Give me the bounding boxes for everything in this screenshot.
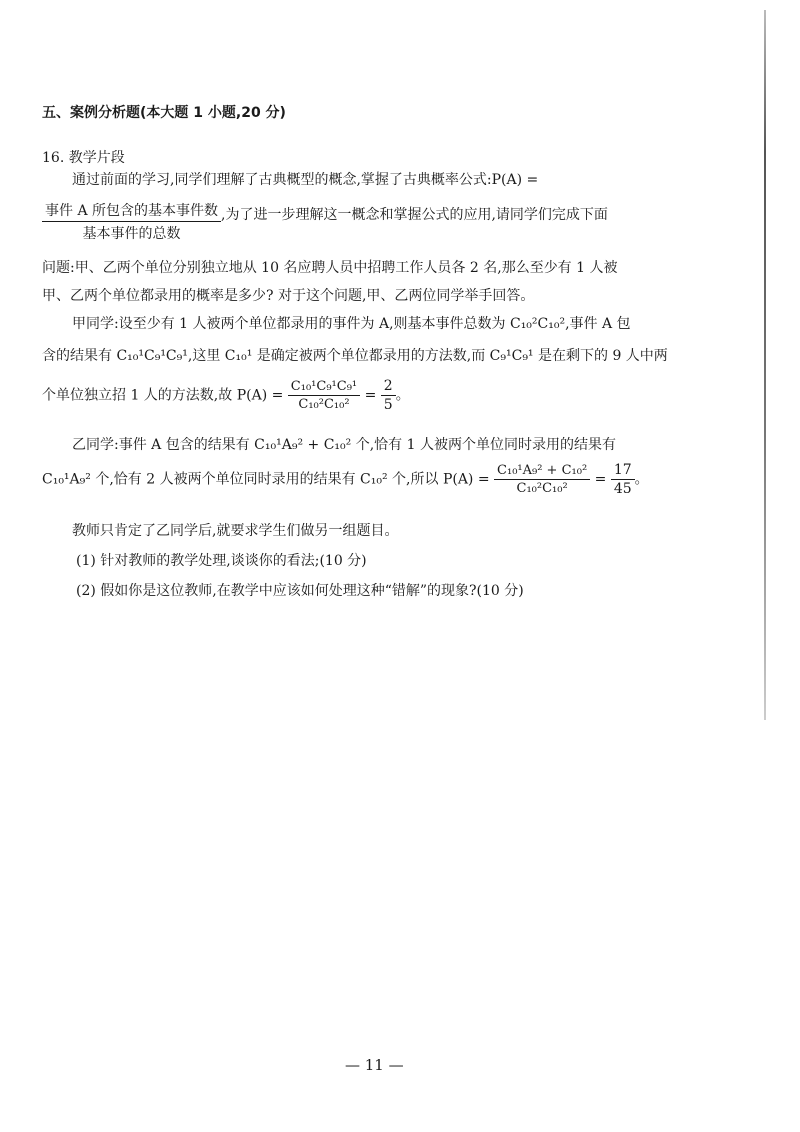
scan-edge-line (764, 10, 766, 720)
problem-line-2: 甲、乙两个单位都录用的概率是多少? 对于这个问题,甲、乙两位同学举手回答。 (42, 288, 535, 304)
section-heading: 五、案例分析题(本大题 1 小题,20 分) (42, 105, 286, 121)
formula-suffix: ,为了进一步理解这一概念和掌握公式的应用,请同学们完成下面 (221, 206, 608, 223)
yi-probability-fraction (494, 463, 590, 496)
jia-probability-fraction (288, 379, 360, 412)
jia-result-fraction (381, 378, 396, 413)
formula-line (42, 200, 608, 243)
yi-result-numerator: 17 (611, 462, 635, 480)
yi-line-2: C₁₀¹A₉² 个,恰有 2 人被两个单位同时录用的结果有 C₁₀² 个,所以 P(A) = $\frac{\text{C₁₀¹A₉² + C₁₀²}}{\text{C₁₀²C₁₀²}}$ = $\frac{17}{45}$ 。 (42, 462, 649, 497)
problem-line-1: 问题:甲、乙两个单位分别独立地从 10 名应聘人员中招聘工作人员各 2 名,那么至少有 1 人被 (42, 260, 618, 276)
jia-result-denominator: 5 (383, 397, 393, 413)
question-1: (1) 针对教师的教学处理,谈谈你的看法;(10 分) (76, 553, 367, 569)
jia-line-1: 甲同学:设至少有 1 人被两个单位都录用的事件为 A,则基本事件总数为 C₁₀²C₁₀²,事件 A 包 (72, 316, 631, 332)
intro-line: 通过前面的学习,同学们理解了古典概型的概念,掌握了古典概率公式:P(A) = (72, 172, 539, 188)
yi-line-1: 乙同学:事件 A 包含的结果有 C₁₀¹A₉² + C₁₀² 个,恰有 1 人被两个单位同时录用的结果有 (72, 437, 616, 453)
jia-fraction-numerator: C₁₀¹C₉¹C₉¹ (288, 379, 360, 396)
yi-fraction-denominator: C₁₀²C₁₀² (516, 481, 568, 496)
yi-line-2-prefix: C₁₀¹A₉² 个,恰有 2 人被两个单位同时录用的结果有 C₁₀² 个,所以 P(A) = (42, 471, 490, 488)
yi-fraction-numerator: C₁₀¹A₉² + C₁₀² (494, 463, 590, 480)
jia-line-3-prefix: 个单位独立招 1 人的方法数,故 P(A) = (42, 387, 284, 404)
jia-line-3: 个单位独立招 1 人的方法数,故 P(A) = $\frac{\text{C₁₀¹C₉¹C₉¹}}{\text{C₁₀²C₁₀²}}$ = $\frac{2}{5}$ 。 (42, 378, 410, 413)
page-number: — 11 — (345, 1056, 404, 1074)
jia-line-2: 含的结果有 C₁₀¹C₉¹C₉¹,这里 C₁₀¹ 是确定被两个单位都录用的方法数,而 C₉¹C₉¹ 是在剩下的 9 人中两 (42, 348, 668, 364)
teacher-line: 教师只肯定了乙同学后,就要求学生们做另一组题目。 (72, 523, 399, 539)
jia-fraction-denominator: C₁₀²C₁₀² (298, 397, 350, 412)
formula-denominator: 基本事件的总数 (82, 226, 181, 242)
question-2: (2) 假如你是这位教师,在教学中应该如何处理这种“错解”的现象?(10 分) (76, 583, 524, 599)
yi-result-denominator: 45 (613, 481, 632, 497)
probability-formula-fraction (42, 200, 221, 243)
jia-result-numerator: 2 (381, 378, 396, 396)
formula-numerator: 事件 A 所包含的基本事件数 (42, 200, 221, 222)
question-label: 16. 教学片段 (42, 150, 125, 166)
yi-result-fraction (611, 462, 635, 497)
